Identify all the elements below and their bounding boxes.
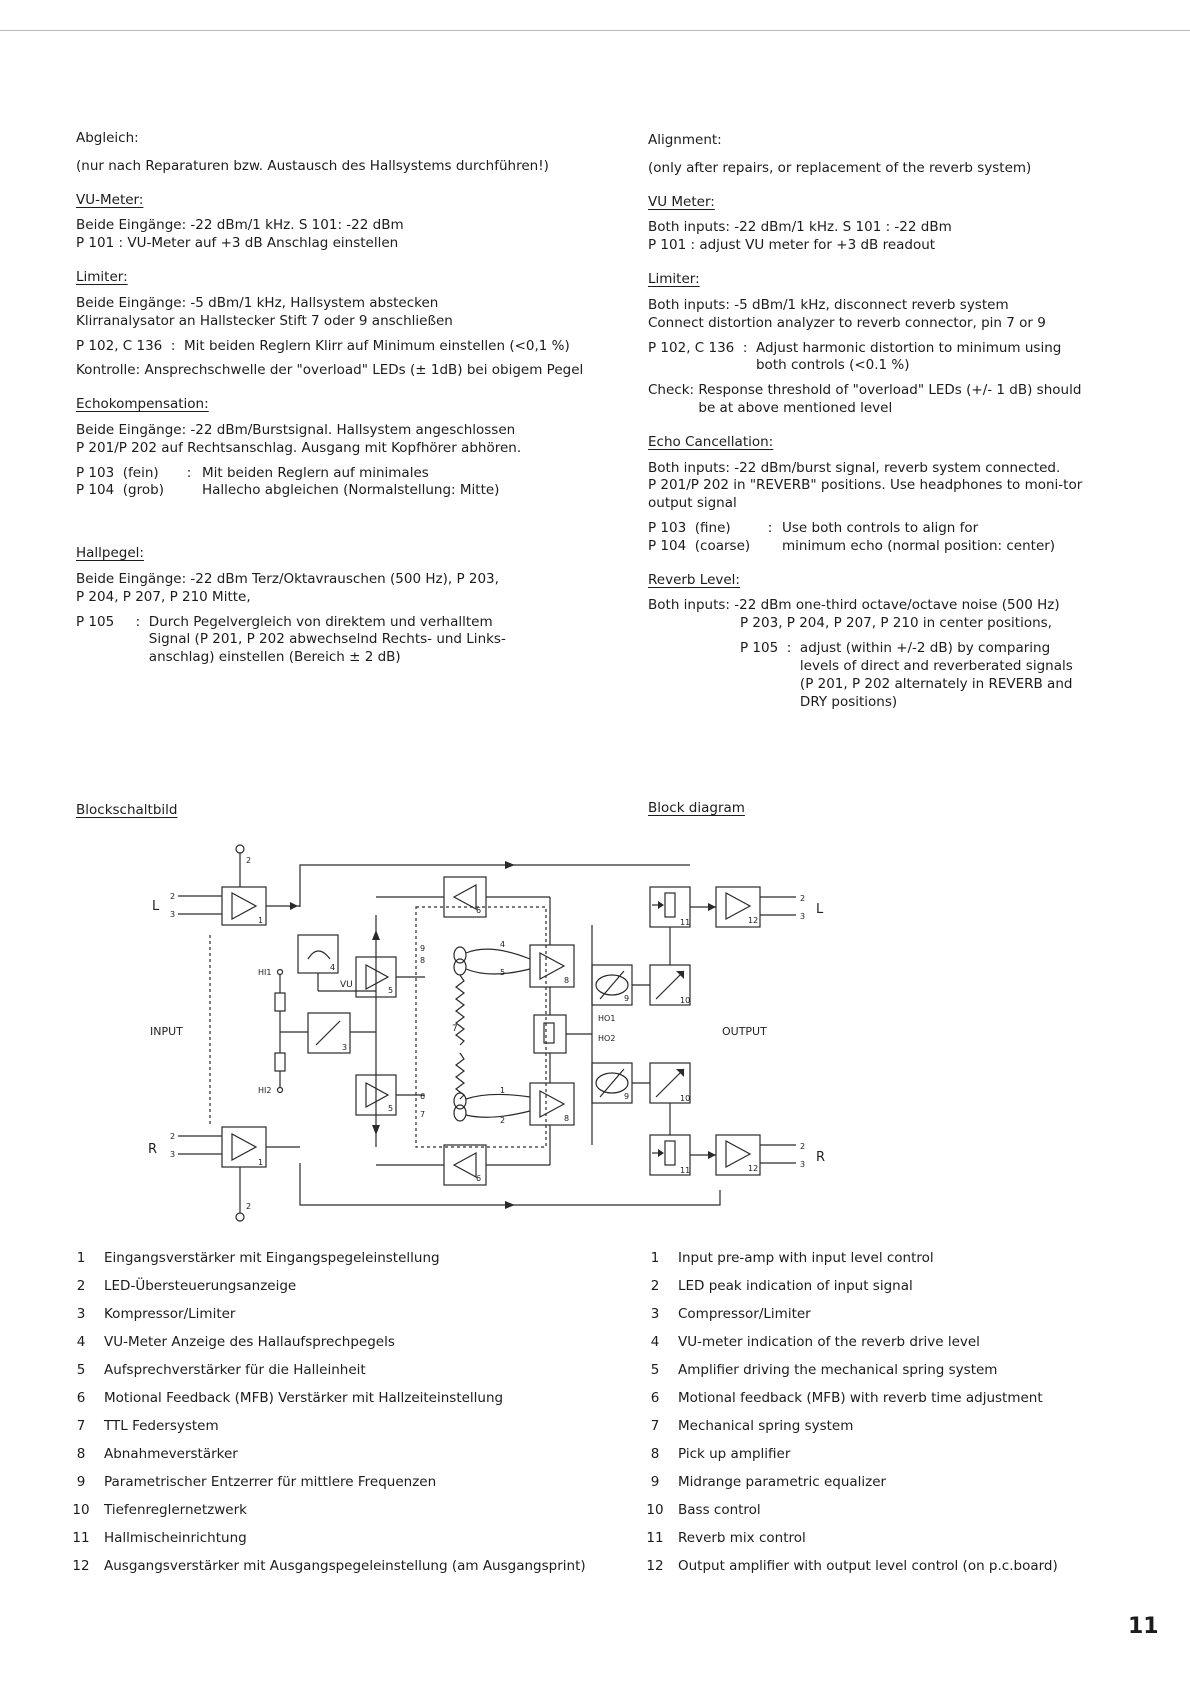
r-pin3: 3: [170, 1150, 176, 1159]
echo-adjust-en: [648, 520, 1088, 556]
limiter-check-key-de: Kontrolle:: [76, 362, 145, 379]
limiter-line2-de: Klirranalysator an Hallstecker Stift 7 oder 9 anschließen: [76, 312, 453, 329]
reverb-line2-en: P 203, P 204, P 207, P 210 in center positions,: [740, 615, 1052, 632]
bus-lines: [300, 861, 720, 1209]
legend-text: LED-Übersteuerungsanzeige: [104, 1278, 297, 1295]
limiter-adjust-de: [76, 338, 596, 356]
legend-text: Kompressor/Limiter: [104, 1306, 236, 1323]
block-8-top-label: 8: [564, 976, 570, 985]
legend-text: Midrange parametric equalizer: [678, 1474, 887, 1491]
block-11-bottom-label: 11: [680, 1166, 691, 1175]
legend-item-en: [632, 1357, 1102, 1385]
echo-line1-de: Beide Eingänge: -22 dBm/Burstsignal. Hallsystem angeschlossen: [76, 421, 516, 438]
legend-number: 12: [72, 1558, 90, 1575]
l-pin3: 3: [170, 910, 176, 919]
reverb-title-en: Reverb Level:: [648, 571, 740, 588]
legend-item-de: [58, 1497, 618, 1525]
reverb-key-de: P 105 :: [76, 613, 149, 630]
hi2-label: HI2: [258, 1086, 272, 1095]
ho2-label: HO2: [598, 1034, 616, 1043]
legend-number: 10: [72, 1502, 90, 1519]
vu-line2-en: P 101 : adjust VU meter for +3 dB readout: [648, 237, 936, 254]
legend-item-en: [632, 1497, 1102, 1525]
legend-text: Parametrischer Entzerrer für mittlere Frequenzen: [104, 1474, 437, 1491]
legend-item-en: [632, 1329, 1102, 1357]
legend-number: 3: [76, 1306, 86, 1323]
out-r-pin3: 3: [800, 1160, 806, 1169]
tap9-label: 9: [420, 944, 426, 953]
limiter-line2-en: Connect distortion analyzer to reverb connector, pin 7 or 9: [648, 314, 1046, 331]
block-9-bottom-label: 9: [624, 1092, 630, 1101]
left-label: L: [152, 899, 160, 914]
echo-values-en: [782, 520, 1088, 556]
legend-number: 1: [650, 1250, 660, 1267]
echo-key2-en: P 104 (coarse): [648, 537, 751, 554]
legend-text: Compressor/Limiter: [678, 1306, 811, 1323]
block-6-top-label: 6: [476, 906, 482, 915]
legend-text: Motional feedback (MFB) with reverb time adjustment: [678, 1390, 1043, 1407]
legend-number: 9: [76, 1474, 86, 1491]
reverb-title-de: Hallpegel:: [76, 545, 144, 562]
legend-number: 6: [650, 1390, 660, 1407]
block-10-bottom-label: 10: [680, 1094, 691, 1103]
legend-item-de: [58, 1301, 618, 1329]
vu-label: VU: [340, 980, 353, 990]
echo-title-en: Echo Cancellation:: [648, 433, 774, 450]
legend-german: [58, 1245, 618, 1581]
legend-item-en: [632, 1553, 1102, 1581]
limiter-title-de: Limiter:: [76, 269, 128, 286]
legend-text: Tiefenreglernetzwerk: [104, 1502, 247, 1519]
block-5-top-label: 5: [388, 986, 394, 995]
block-5-bottom-label: 5: [388, 1104, 394, 1113]
legend-number: 2: [650, 1278, 660, 1295]
tap6-label: 6: [420, 1092, 426, 1101]
legend-number: 11: [646, 1530, 664, 1547]
legend-number: 7: [650, 1418, 660, 1435]
out-l-pin2: 2: [800, 894, 806, 903]
reverb-value-en: adjust (within +/-2 dB) by comparing levels of direct and reverberated signals (P 201, P 202 alternately in REVERB and DRY positions): [799, 640, 1073, 710]
echo-values-de: [202, 465, 596, 501]
legend-text: Ausgangsverstärker mit Ausgangspegeleinstellung (am Ausgangsprint): [104, 1558, 586, 1575]
right-label: R: [148, 1142, 158, 1157]
legend-item-en: [632, 1413, 1102, 1441]
legend-item-de: [58, 1525, 618, 1553]
limiter-key-de: P 102, C 136 :: [76, 337, 184, 354]
vu-title-de: VU-Meter:: [76, 191, 144, 208]
mix-box-center: [534, 1015, 566, 1053]
limiter-check-value-en: Response threshold of "overload" LEDs (+/- 1 dB) should be at above mentioned level: [698, 382, 1082, 416]
block-9-top-label: 9: [624, 994, 630, 1003]
r-pin2: 2: [170, 1132, 176, 1141]
legend-text: Reverb mix control: [678, 1530, 806, 1547]
german-column: [76, 130, 596, 674]
tap5-label: 5: [500, 968, 506, 977]
legend-number: 12: [646, 1558, 664, 1575]
legend-item-en: [632, 1273, 1102, 1301]
limiter-check-de: [76, 362, 596, 380]
legend-english: [632, 1245, 1102, 1581]
legend-item-de: [58, 1441, 618, 1469]
legend-text: Motional Feedback (MFB) Verstärker mit Hallzeiteinstellung: [104, 1390, 504, 1407]
input-left: [152, 845, 300, 925]
reverb-value-de: Durch Pegelvergleich von direktem und verhalltem Signal (P 201, P 202 abwechselnd Rechts- und Links-anschlag) einstellen (Bereich ± 2 dB): [148, 613, 506, 666]
alignment-note-de: (nur nach Reparaturen bzw. Austausch des Hallsystems durchführen!): [76, 157, 549, 174]
out-r-pin2: 2: [800, 1142, 806, 1151]
hi1-label: HI1: [258, 968, 272, 977]
legend-number: 4: [76, 1334, 86, 1351]
legend-text: LED peak indication of input signal: [678, 1278, 913, 1295]
tap8-label: 8: [420, 956, 426, 965]
spring-system: [420, 940, 530, 1125]
limiter-check-key-en: Check:: [648, 382, 699, 399]
block-8-bottom-label: 8: [564, 1114, 570, 1123]
legend-text: Output amplifier with output level control (on p.c.board): [678, 1558, 1058, 1575]
limiter-line1-de: Beide Eingänge: -5 dBm/1 kHz, Hallsystem abstecken: [76, 294, 439, 311]
legend-number: 11: [72, 1530, 90, 1547]
vu-title-en: VU Meter:: [648, 193, 715, 210]
block-1-left-label: 1: [258, 916, 264, 925]
block-2-bottom-label: 2: [246, 1202, 252, 1211]
tap2-label: 2: [500, 1116, 506, 1125]
block-12-bottom-label: 12: [748, 1164, 759, 1173]
tap7-label: 7: [420, 1110, 426, 1119]
legend-text: Aufsprechverstärker für die Halleinheit: [104, 1362, 366, 1379]
alignment-heading-de: Abgleich:: [76, 130, 139, 146]
legend-item-en: [632, 1469, 1102, 1497]
reverb-key-en: P 105 :: [740, 640, 800, 657]
reverb-adjust-de: [76, 614, 596, 667]
echo-key2-de: P 104 (grob): [76, 482, 164, 499]
legend-item-en: [632, 1245, 1102, 1273]
spring-label: 7: [452, 1024, 458, 1034]
reverb-line1-en: Both inputs: -22 dBm one-third octave/octave noise (500 Hz): [648, 597, 1060, 614]
legend-number: 7: [76, 1418, 86, 1435]
limiter-line1-en: Both inputs: -5 dBm/1 kHz, disconnect reverb system: [648, 296, 1009, 313]
legend-item-de: [58, 1357, 618, 1385]
block-diagram-title-de: Blockschaltbild: [76, 802, 178, 818]
legend-item-de: [58, 1245, 618, 1273]
legend-item-de: [58, 1553, 618, 1581]
legend-item-en: [632, 1525, 1102, 1553]
block-3-label: 3: [342, 1043, 348, 1052]
legend-item-en: [632, 1301, 1102, 1329]
out-left-label: L: [816, 902, 824, 917]
block-10-top-label: 10: [680, 996, 691, 1005]
legend-text: Amplifier driving the mechanical spring system: [678, 1362, 998, 1379]
reverb-line2-de: P 204, P 207, P 210 Mitte,: [76, 588, 251, 605]
legend-item-en: [632, 1385, 1102, 1413]
legend-text: VU-Meter Anzeige des Hallaufsprechpegels: [104, 1334, 395, 1351]
legend-number: 5: [650, 1362, 660, 1379]
legend-text: Input pre-amp with input level control: [678, 1250, 934, 1267]
legend-text: Eingangsverstärker mit Eingangspegeleinstellung: [104, 1250, 440, 1267]
legend-text: Pick up amplifier: [678, 1446, 791, 1463]
block-4-label: 4: [330, 963, 336, 972]
english-column: [648, 132, 1088, 718]
limiter-value-en: Adjust harmonic distortion to minimum using both controls (<0.1 %): [755, 339, 1062, 374]
echo-value2-en: minimum echo (normal position: center): [782, 537, 1056, 554]
echo-keys-en: [648, 520, 758, 556]
input-label: INPUT: [150, 1025, 183, 1038]
block-6-bottom-label: 6: [476, 1174, 482, 1183]
legend-item-de: [58, 1273, 618, 1301]
top-rule: [0, 30, 1190, 31]
limiter-value-de: Mit beiden Reglern Klirr auf Minimum einstellen (<0,1 %): [183, 337, 570, 354]
vu-line2-de: P 101 : VU-Meter auf +3 dB Anschlag einstellen: [76, 235, 399, 252]
alignment-note-en: (only after repairs, or replacement of the reverb system): [648, 159, 1032, 176]
legend-item-de: [58, 1385, 618, 1413]
input-mixing: [258, 968, 308, 1095]
output-label: OUTPUT: [722, 1025, 767, 1038]
tap1-label: 1: [500, 1086, 506, 1095]
legend-number: 8: [650, 1446, 660, 1463]
legend-number: 10: [646, 1502, 664, 1519]
legend-number: 4: [650, 1334, 660, 1351]
limiter-check-value-de: Ansprechschwelle der "overload" LEDs (± 1dB) bei obigem Pegel: [144, 362, 584, 379]
vu-line1-en: Both inputs: -22 dBm/1 kHz. S 101 : -22 dBm: [648, 219, 952, 236]
echo-sep-en: :: [767, 520, 773, 536]
legend-number: 6: [76, 1390, 86, 1407]
reverb-line1-de: Beide Eingänge: -22 dBm Terz/Oktavrauschen (500 Hz), P 203,: [76, 571, 499, 587]
out-right-label: R: [816, 1150, 826, 1165]
echo-line2-de: P 201/P 202 auf Rechtsanschlag. Ausgang mit Kopfhörer abhören.: [76, 439, 522, 456]
input-right: [148, 1127, 300, 1221]
limiter-adjust-en: [648, 340, 1088, 376]
echo-line1-en: Both inputs: -22 dBm/burst signal, reverb system connected.: [648, 459, 1061, 476]
legend-number: 8: [76, 1446, 86, 1463]
echo-value2-de: Hallecho abgleichen (Normalstellung: Mitte): [202, 482, 500, 499]
l-pin2: 2: [170, 892, 176, 901]
echo-value1-en: Use both controls to align for: [782, 520, 979, 536]
block-1-right-label: 1: [258, 1158, 264, 1167]
limiter-check-en: [648, 382, 1088, 418]
legend-text: TTL Federsystem: [104, 1418, 219, 1435]
ho1-label: HO1: [598, 1014, 616, 1023]
block-diagram: [140, 835, 900, 1235]
legend-number: 9: [650, 1474, 660, 1491]
block-diagram-title-en: Block diagram: [648, 800, 745, 816]
legend-text: Hallmischeinrichtung: [104, 1530, 247, 1547]
echo-title-de: Echokompensation:: [76, 396, 209, 413]
legend-item-en: [632, 1441, 1102, 1469]
block-11-top-label: 11: [680, 918, 691, 927]
out-l-pin3: 3: [800, 912, 806, 921]
limiter-title-en: Limiter:: [648, 271, 700, 288]
legend-number: 3: [650, 1306, 660, 1323]
echo-keys-de: [76, 465, 176, 501]
block-2-top-label: 2: [246, 856, 252, 865]
legend-text: VU-meter indication of the reverb drive level: [678, 1334, 980, 1351]
block-12-top-label: 12: [748, 916, 759, 925]
legend-text: Bass control: [678, 1502, 761, 1519]
reverb-adjust-en: [648, 640, 1088, 711]
vu-line1-de: Beide Eingänge: -22 dBm/1 kHz. S 101: -22 dBm: [76, 217, 404, 234]
legend-number: 2: [76, 1278, 86, 1295]
echo-key1-de: P 103 (fein): [76, 464, 159, 481]
legend-item-de: [58, 1413, 618, 1441]
legend-number: 1: [76, 1250, 86, 1267]
limiter-key-en: P 102, C 136 :: [648, 339, 756, 356]
echo-adjust-de: [76, 465, 596, 501]
echo-value1-de: Mit beiden Reglern auf minimales: [202, 464, 429, 481]
legend-item-de: [58, 1469, 618, 1497]
legend-text: Abnahmeverstärker: [104, 1446, 238, 1463]
legend-text: Mechanical spring system: [678, 1418, 854, 1435]
legend-item-de: [58, 1329, 618, 1357]
echo-key1-en: P 103 (fine): [648, 520, 731, 536]
legend-number: 5: [76, 1362, 86, 1379]
alignment-heading-en: Alignment:: [648, 132, 722, 148]
tap4-label: 4: [500, 940, 506, 949]
page-number: 11: [1128, 1614, 1159, 1639]
echo-sep-de: :: [186, 464, 192, 481]
echo-line2-en: P 201/P 202 in "REVERB" positions. Use headphones to moni-tor output signal: [648, 477, 1083, 512]
